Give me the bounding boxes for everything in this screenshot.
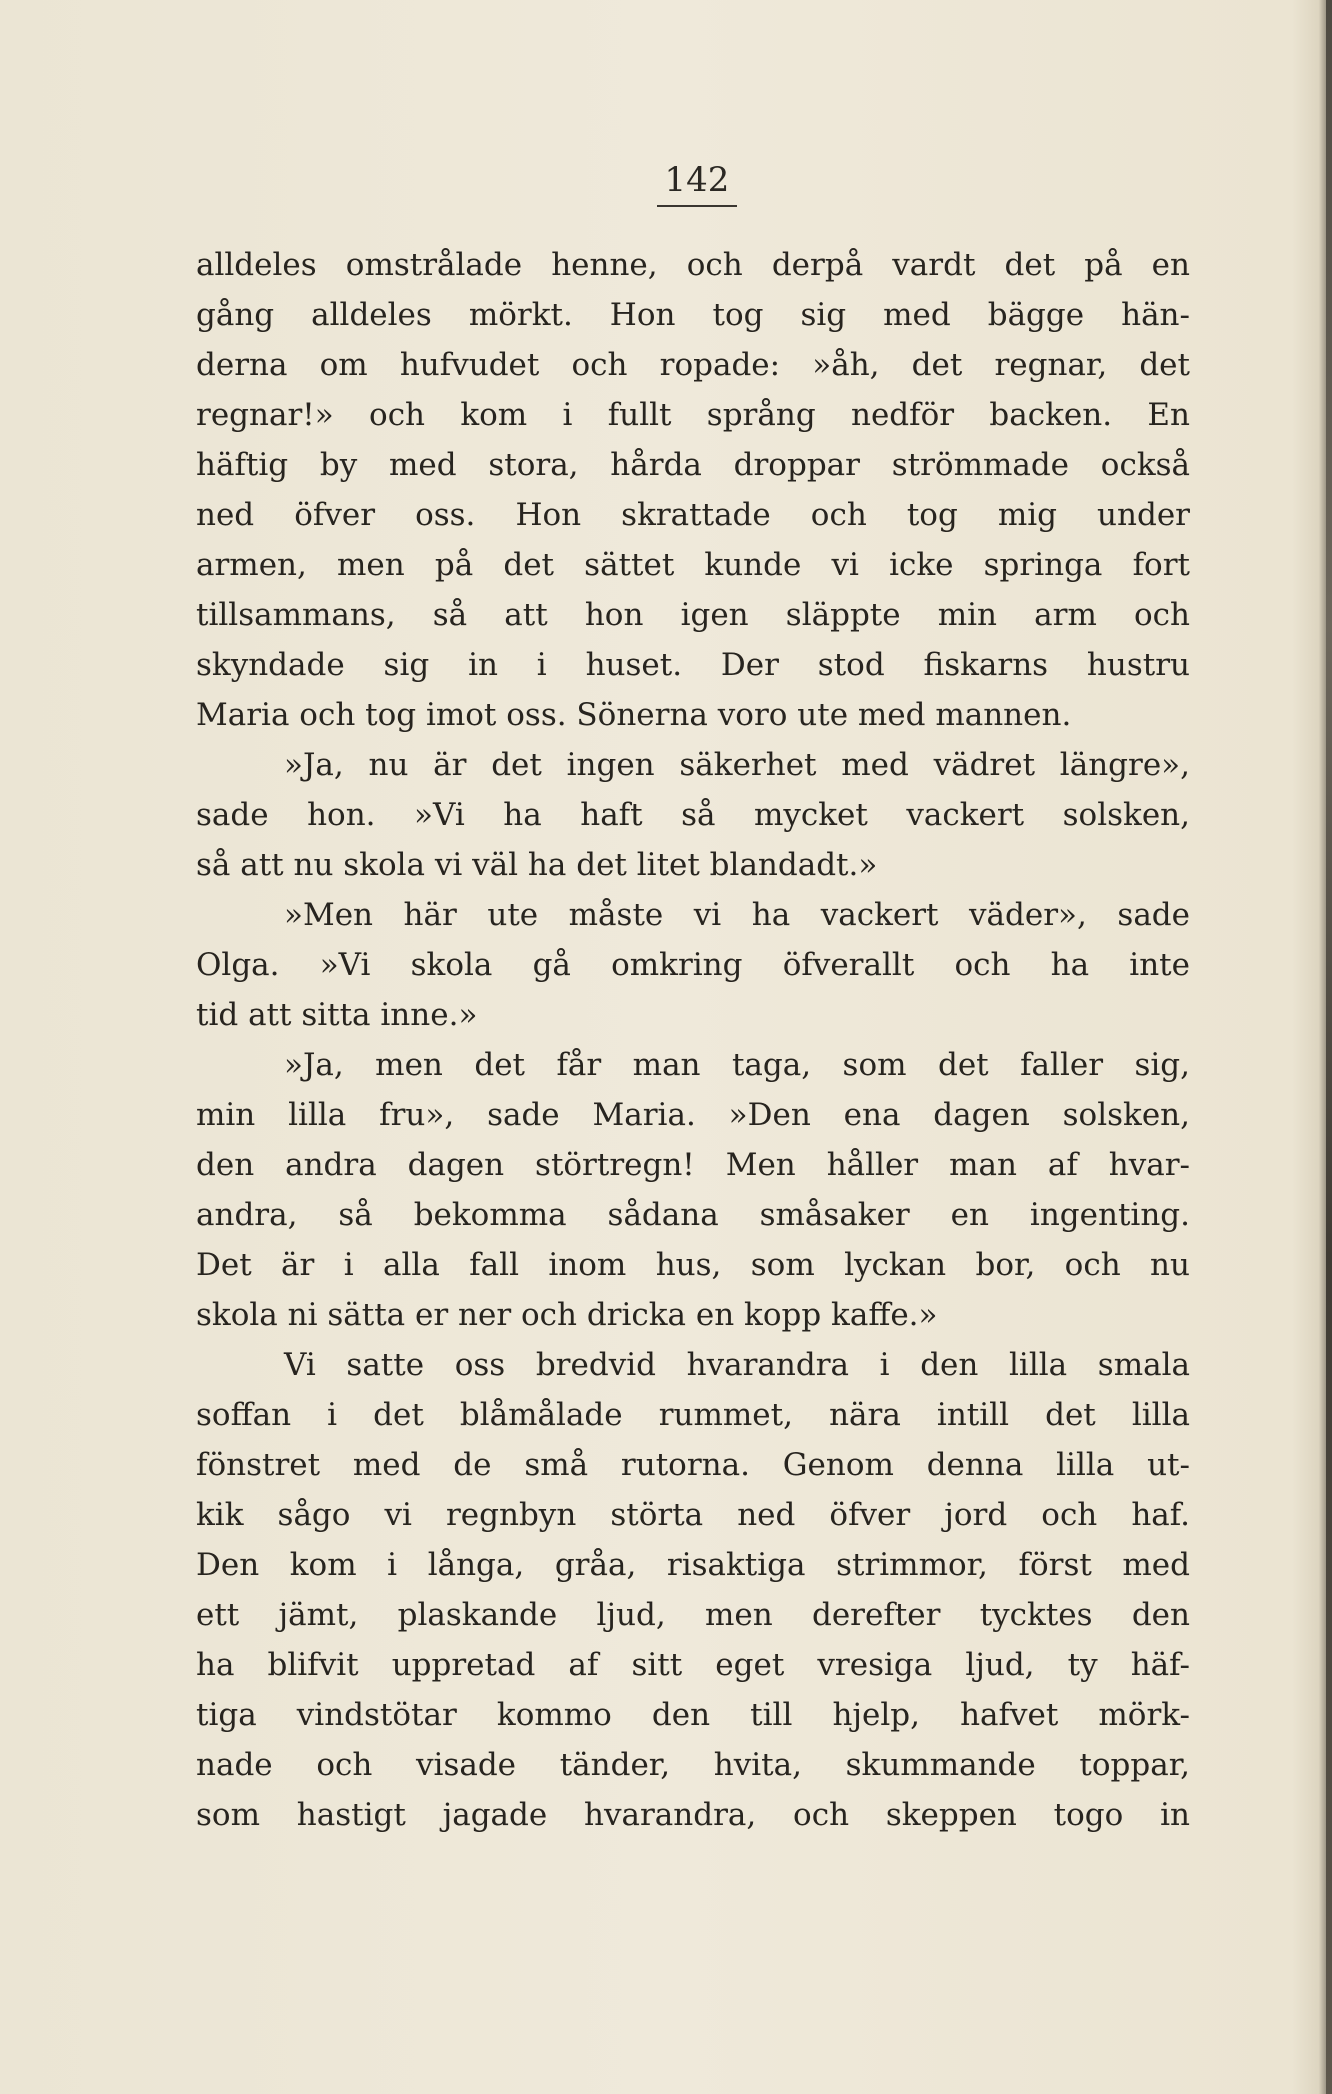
page-edge-shadow — [1326, 0, 1332, 2094]
text-line: tillsammans, så att hon igen släppte min arm och — [196, 597, 1190, 633]
text-line: ha blifvit uppretad af sitt eget vresiga ljud, ty häf- — [196, 1647, 1190, 1683]
text-line: andra, så bekomma sådana småsaker en ingenting. — [196, 1197, 1190, 1233]
page-number: 142 — [664, 160, 730, 200]
text-line: armen, men på det sättet kunde vi icke springa fort — [196, 547, 1190, 583]
text-line: så att nu skola vi väl ha det litet blandadt.» — [196, 847, 878, 883]
text-line: gång alldeles mörkt. Hon tog sig med bägge hän- — [196, 297, 1190, 333]
text-line: skyndade sig in i huset. Der stod fiskarns hustru — [196, 647, 1190, 683]
text-line: tid att sitta inne.» — [196, 997, 478, 1033]
text-line: kik sågo vi regnbyn störta ned öfver jord och haf. — [196, 1497, 1190, 1533]
text-line: häftig by med stora, hårda droppar strömmade också — [196, 447, 1190, 483]
text-line: »Ja, men det får man taga, som det faller sig, — [284, 1047, 1190, 1083]
text-line: nade och visade tänder, hvita, skummande toppar, — [196, 1747, 1190, 1783]
text-line: derna om hufvudet och ropade: »åh, det regnar, det — [196, 347, 1190, 383]
text-line: som hastigt jagade hvarandra, och skeppen togo in — [196, 1797, 1190, 1833]
text-line: den andra dagen störtregn! Men håller man af hvar- — [196, 1147, 1190, 1183]
text-line: skola ni sätta er ner och dricka en kopp kaffe.» — [196, 1297, 938, 1333]
text-line: »Men här ute måste vi ha vackert väder», sade — [284, 897, 1190, 933]
text-line: soffan i det blåmålade rummet, nära intill det lilla — [196, 1397, 1190, 1433]
page-number-rule — [657, 205, 737, 207]
text-line: regnar!» och kom i fullt språng nedför backen. En — [196, 397, 1190, 433]
text-line: Det är i alla fall inom hus, som lyckan bor, och nu — [196, 1247, 1190, 1283]
body-text — [196, 240, 1190, 1840]
text-line: Den kom i långa, gråa, risaktiga strimmor, först med — [196, 1547, 1190, 1583]
text-line: Olga. »Vi skola gå omkring öfverallt och ha inte — [196, 947, 1190, 983]
text-line: ett jämt, plaskande ljud, men derefter tycktes den — [196, 1597, 1190, 1633]
text-line: fönstret med de små rutorna. Genom denna lilla ut- — [196, 1447, 1190, 1483]
text-line: Vi satte oss bredvid hvarandra i den lilla smala — [284, 1347, 1190, 1383]
text-line: Maria och tog imot oss. Sönerna voro ute med mannen. — [196, 697, 1072, 733]
text-line: alldeles omstrålade henne, och derpå vardt det på en — [196, 247, 1190, 283]
text-line: »Ja, nu är det ingen säkerhet med vädret längre», — [284, 747, 1190, 783]
text-line: ned öfver oss. Hon skrattade och tog mig under — [196, 497, 1190, 533]
text-line: tiga vindstötar kommo den till hjelp, hafvet mörk- — [196, 1697, 1190, 1733]
text-line: sade hon. »Vi ha haft så mycket vackert solsken, — [196, 797, 1190, 833]
text-line: min lilla fru», sade Maria. »Den ena dagen solsken, — [196, 1097, 1190, 1133]
